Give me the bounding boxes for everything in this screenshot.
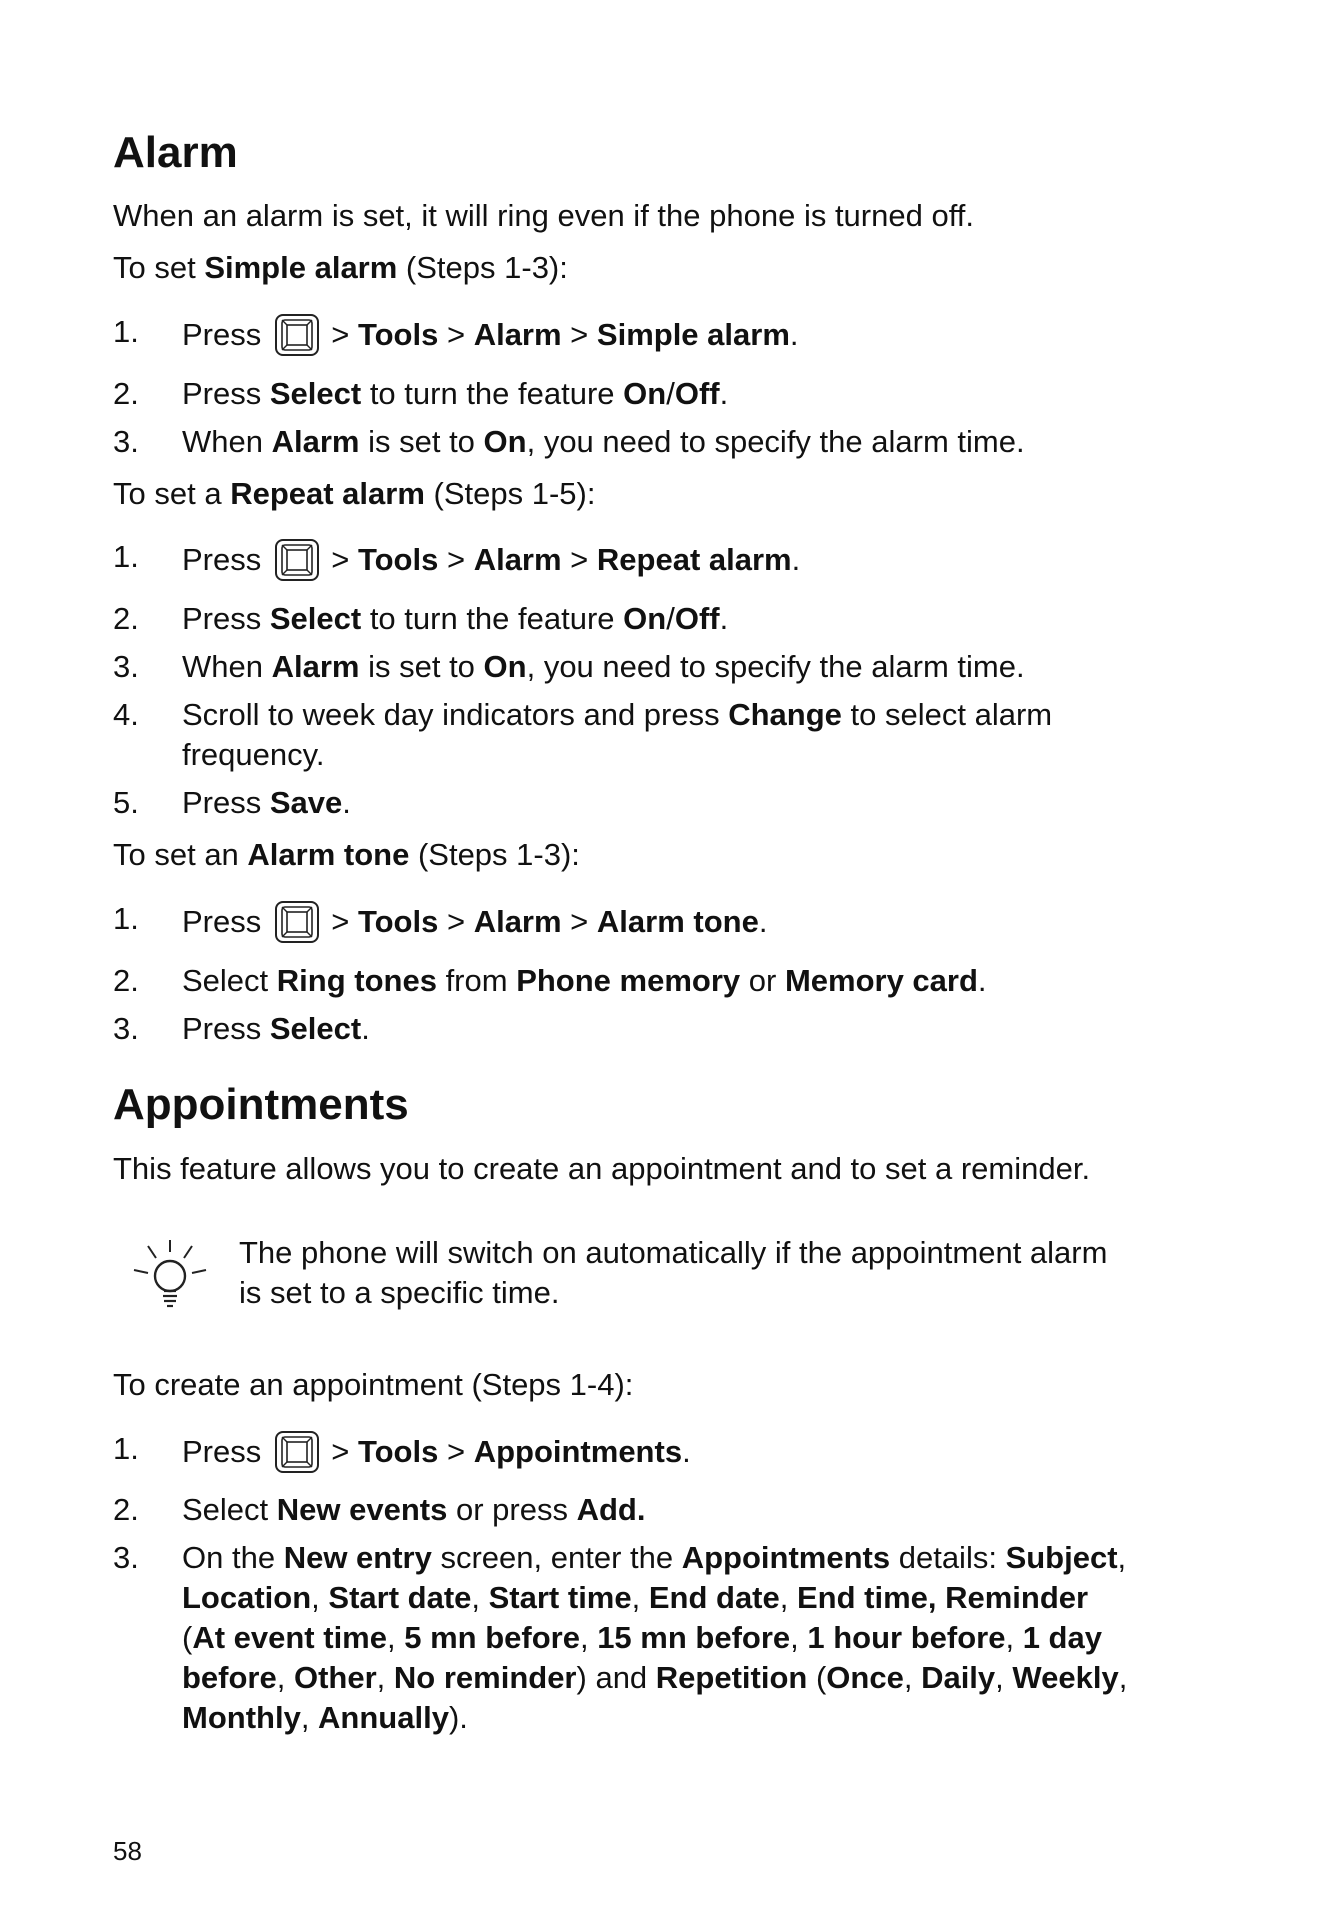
step-number: 1. (113, 539, 139, 574)
step-number: 4. (113, 697, 139, 732)
page-number: 58 (113, 1836, 142, 1866)
step-number: 2. (113, 376, 139, 411)
step-number: 1. (113, 314, 139, 349)
step-number: 3. (113, 649, 139, 684)
appointments-lead: To create an appointment (Steps 1-4): (113, 1367, 634, 1402)
appointments-intro: This feature allows you to create an appointment and to set a reminder. (113, 1151, 1091, 1186)
tip-text-line-2: is set to a specific time. (239, 1275, 560, 1310)
menu-key-icon (273, 899, 321, 945)
tone-step-2: Select Ring tones from Phone memory or Memory card. (182, 963, 987, 998)
step-number: 2. (113, 1492, 139, 1527)
repeat-step-5: Press Save. (182, 785, 351, 820)
simple-alarm-lead: To set Simple alarm (Steps 1-3): (113, 250, 568, 285)
appointment-step-3-line-5: Monthly, Annually). (182, 1700, 468, 1735)
repeat-alarm-lead: To set a Repeat alarm (Steps 1-5): (113, 476, 596, 511)
step-number: 3. (113, 1011, 139, 1046)
tip-text-line-1: The phone will switch on automatically if the appointment alarm (239, 1235, 1108, 1270)
alarm-tone-lead: To set an Alarm tone (Steps 1-3): (113, 837, 580, 872)
menu-key-icon (273, 312, 321, 358)
tone-step-3: Press Select. (182, 1011, 370, 1046)
repeat-step-1: Press > Tools > Alarm > Repeat alarm. (182, 537, 800, 587)
appointments-heading: Appointments (113, 1080, 409, 1129)
alarm-heading: Alarm (113, 128, 238, 177)
menu-key-icon (273, 1429, 321, 1475)
step-number: 2. (113, 601, 139, 636)
step-number: 5. (113, 785, 139, 820)
step-number: 1. (113, 901, 139, 936)
appointment-step-3-line-4: before, Other, No reminder) and Repetition (Once, Daily, Weekly, (182, 1660, 1128, 1695)
repeat-step-2: Press Select to turn the feature On/Off. (182, 601, 729, 636)
repeat-step-4-cont: frequency. (182, 737, 325, 772)
lightbulb-tip-icon (130, 1238, 210, 1322)
appointment-step-2: Select New events or press Add. (182, 1492, 646, 1527)
appointment-step-3-line-3: (At event time, 5 mn before, 15 mn before, 1 hour before, 1 day (182, 1620, 1102, 1655)
alarm-intro: When an alarm is set, it will ring even if the phone is turned off. (113, 198, 974, 233)
appointment-step-3-line-2: Location, Start date, Start time, End date, End time, Reminder (182, 1580, 1089, 1615)
step-number: 3. (113, 424, 139, 459)
simple-step-1: Press > Tools > Alarm > Simple alarm. (182, 312, 799, 362)
step-number: 2. (113, 963, 139, 998)
step-number: 3. (113, 1540, 139, 1575)
simple-step-2: Press Select to turn the feature On/Off. (182, 376, 729, 411)
step-number: 1. (113, 1431, 139, 1466)
tone-step-1: Press > Tools > Alarm > Alarm tone. (182, 899, 767, 949)
repeat-step-4: Scroll to week day indicators and press Change to select alarm (182, 697, 1053, 732)
repeat-step-3: When Alarm is set to On, you need to specify the alarm time. (182, 649, 1025, 684)
appointment-step-1: Press > Tools > Appointments. (182, 1429, 691, 1479)
menu-key-icon (273, 537, 321, 583)
appointment-step-3-line-1: On the New entry screen, enter the Appointments details: Subject, (182, 1540, 1127, 1575)
simple-step-3: When Alarm is set to On, you need to specify the alarm time. (182, 424, 1025, 459)
